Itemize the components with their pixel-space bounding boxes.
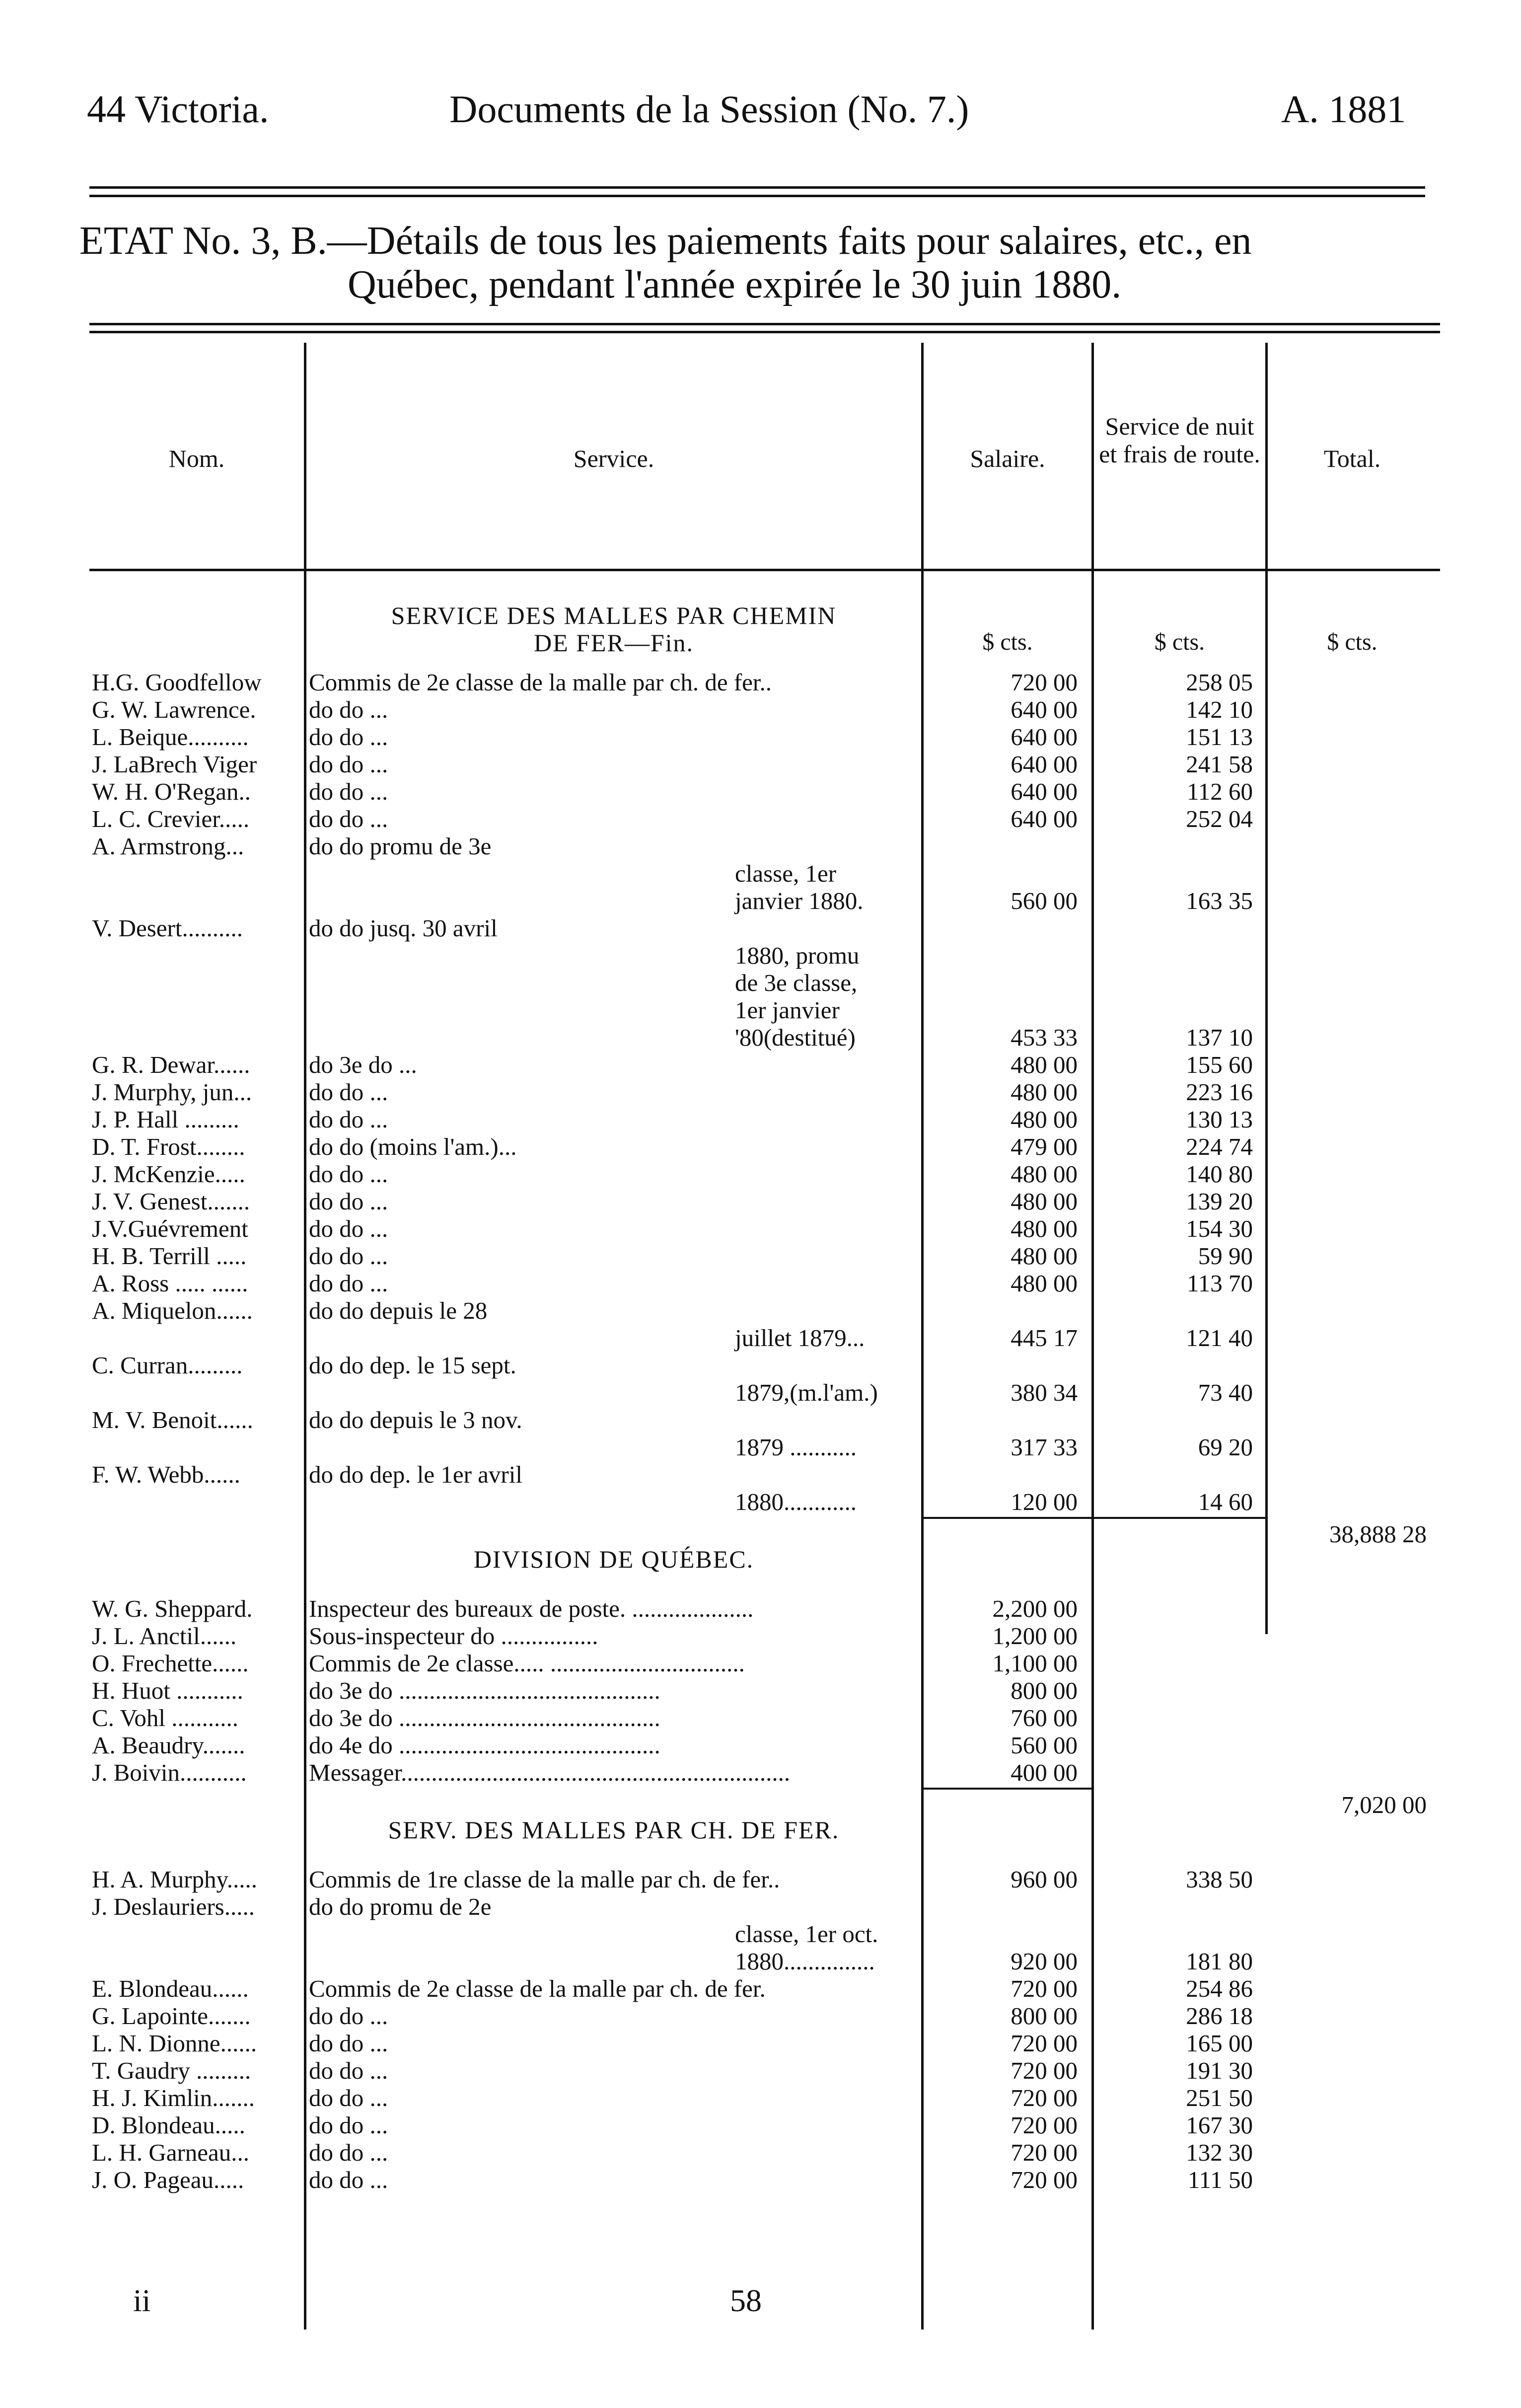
table-row-service: do do promu de 2e [309,1893,492,1920]
table-row-name: T. Gaudry ......... [92,2057,251,2084]
table-row-salaire: 480 00 [1011,1242,1078,1270]
table-row-salaire: 720 00 [1011,2084,1078,2111]
table-row-name: J.V.Guévrement [92,1215,248,1242]
table-row-nuit: 142 10 [1186,696,1253,723]
table-row-service: classe, 1er oct. [735,1920,878,1948]
table-row-service: do do ... [309,696,388,723]
table-row-salaire: 920 00 [1011,1948,1078,1975]
title-rule-top [89,323,1440,325]
table-row-service: 1880, promu [735,942,860,969]
table-row-service: classe, 1er [735,860,837,887]
table-row-service: Inspecteur des bureaux de poste. .................... [309,1595,754,1622]
table-row-nuit: 139 20 [1186,1188,1253,1215]
table-row-service: Sous-inspecteur do ................ [309,1622,598,1650]
table-row-service: do do ... [309,723,388,751]
table-row-service: 1880............... [735,1948,875,1975]
table-row-salaire: 720 00 [1011,2166,1078,2193]
table-row-salaire: 480 00 [1011,1160,1078,1188]
table-row-service: juillet 1879... [735,1324,865,1352]
table-row-salaire: 640 00 [1011,696,1078,723]
table-row-nuit: 14 60 [1198,1488,1253,1515]
salaire-subtotal-rule [924,1788,1091,1790]
table-row-nuit: 252 04 [1186,805,1253,832]
table-row-service: Commis de 2e classe de la malle par ch. de fer. [309,1975,766,2002]
table-row-salaire: 480 00 [1011,1106,1078,1133]
table-row-nuit: 113 70 [1187,1270,1253,1297]
table-row-salaire: 1,100 00 [992,1650,1078,1677]
table-row-nuit: 132 30 [1186,2139,1253,2166]
table-row-name: J. V. Genest....... [92,1188,250,1215]
column-header-total: Total. [1323,445,1381,472]
table-row-service: do do ... [309,1270,388,1297]
column-header-salaire: Salaire. [970,445,1045,472]
table-row-service: do 3e do ... [309,1051,417,1078]
footer-signature: ii [133,2283,151,2318]
title-rule-bottom [89,331,1440,333]
table-row-salaire: 317 33 [1011,1433,1078,1461]
column-header-service: Service. [573,445,654,472]
section-total: 38,888 28 [1329,1520,1427,1548]
table-row-service: do do promu de 3e [309,832,492,860]
table-row-name: J. Deslauriers..... [92,1893,255,1920]
table-row-name: G. Lapointe....... [92,2002,251,2030]
table-row-name: F. W. Webb...... [92,1461,240,1488]
table-row-nuit: 69 20 [1198,1433,1253,1461]
table-row-name: H. A. Murphy..... [92,1866,258,1893]
table-row-service: janvier 1880. [735,887,864,914]
table-row-salaire: 480 00 [1011,1078,1078,1106]
table-row-name: C. Vohl ........... [92,1704,238,1731]
table-row-nuit: 338 50 [1186,1866,1253,1893]
section-total: 7,020 00 [1341,1791,1427,1818]
table-row-nuit: 286 18 [1186,2002,1253,2030]
table-row-service: do do ... [309,1106,388,1133]
table-row-service: do do ... [309,1215,388,1242]
table-row-service: Commis de 2e classe de la malle par ch. de fer.. [309,669,772,696]
table-row-nuit: 258 05 [1186,669,1253,696]
table-row-name: A. Armstrong... [92,832,244,860]
table-row-service: do do dep. le 1er avril [309,1461,522,1488]
table-title-line1: ETAT No. 3, B.—Détails de tous les paiements faits pour salaires, etc., en [79,219,1252,263]
table-row-nuit: 59 90 [1198,1242,1253,1270]
table-row-salaire: 2,200 00 [992,1595,1078,1622]
table-row-name: A. Beaudry....... [92,1731,245,1759]
table-row-nuit: 155 60 [1186,1051,1253,1078]
table-row-name: A. Ross ..... ...... [92,1270,248,1297]
table-row-service: do do ... [309,1078,388,1106]
table-row-service: do do ... [309,2166,388,2193]
table-row-nuit: 191 30 [1186,2057,1253,2084]
table-row-nuit: 73 40 [1198,1379,1253,1406]
table-row-nuit: 137 10 [1186,1024,1253,1051]
table-row-name: J. O. Pageau..... [92,2166,244,2193]
table-row-nuit: 121 40 [1186,1324,1253,1352]
table-row-salaire: 720 00 [1011,2057,1078,2084]
table-title-line2: Québec, pendant l'année expirée le 30 juin 1880. [348,263,1122,306]
table-row-service: do do depuis le 28 [309,1297,488,1324]
table-row-service: do do ... [309,2030,388,2057]
table-row-salaire: 720 00 [1011,669,1078,696]
table-row-name: H.G. Goodfellow [92,669,262,696]
table-row-salaire: 453 33 [1011,1024,1078,1051]
table-row-name: J. McKenzie..... [92,1160,245,1188]
table-row-salaire: 640 00 [1011,778,1078,805]
table-row-service: de 3e classe, [735,969,858,996]
table-row-service: do 3e do ........................................... [309,1704,660,1731]
table-row-nuit: 251 50 [1186,2084,1253,2111]
table-row-nuit: 151 13 [1186,723,1253,751]
table-row-name: L. H. Garneau... [92,2139,250,2166]
table-row-name: O. Frechette...... [92,1650,249,1677]
unit-label-nuit: $ cts. [1154,629,1205,655]
section-heading: SERVICE DES MALLES PAR CHEMIN [391,602,837,629]
table-row-salaire: 400 00 [1011,1759,1078,1786]
table-row-salaire: 560 00 [1011,887,1078,914]
table-row-nuit: 140 80 [1186,1160,1253,1188]
table-row-service: 1er janvier [735,996,840,1024]
table-row-name: H. Huot ........... [92,1677,243,1704]
table-row-name: M. V. Benoit...... [92,1406,253,1433]
table-row-salaire: 960 00 [1011,1866,1078,1893]
table-row-service: do do ... [309,2084,388,2111]
nuit-subtotal-rule [1094,1517,1265,1519]
table-row-name: W. H. O'Regan.. [92,778,251,805]
table-row-nuit: 111 50 [1187,2166,1253,2193]
table-row-salaire: 720 00 [1011,2139,1078,2166]
table-row-nuit: 181 80 [1186,1948,1253,1975]
table-row-service: do do ... [309,2002,388,2030]
column-header-nuit: Service de nuit et frais de route. [1099,412,1260,468]
table-row-name: E. Blondeau...... [92,1975,249,2002]
table-row-service: do do ... [309,1160,388,1188]
header-right: A. 1881 [1281,87,1406,131]
table-row-service: do 3e do ........................................... [309,1677,660,1704]
table-row-service: do do jusq. 30 avril [309,914,498,942]
table-row-service: do do ... [309,2111,388,2139]
table-row-service: do do (moins l'am.)... [309,1133,517,1160]
table-row-salaire: 480 00 [1011,1051,1078,1078]
table-row-nuit: 223 16 [1186,1078,1253,1106]
table-row-name: G. W. Lawrence. [92,696,256,723]
header-center: Documents de la Session (No. 7.) [449,87,969,131]
col-divider-4 [1265,343,1268,1634]
table-row-salaire: 800 00 [1011,2002,1078,2030]
table-row-name: L. Beique.......... [92,723,249,751]
table-row-service: Messager................................................................ [309,1759,791,1786]
header-rule-bottom [89,195,1425,197]
table-row-name: A. Miquelon...... [92,1297,253,1324]
table-row-salaire: 120 00 [1011,1488,1078,1515]
page-number: 58 [730,2283,762,2318]
table-row-name: D. Blondeau..... [92,2111,245,2139]
table-row-service: do do depuis le 3 nov. [309,1406,522,1433]
header-rule-top [89,186,1425,189]
table-row-service: 1880............ [735,1488,857,1515]
table-row-nuit: 130 13 [1186,1106,1253,1133]
table-row-nuit: 154 30 [1186,1215,1253,1242]
table-row-service: do do ... [309,1242,388,1270]
table-row-name: C. Curran......... [92,1352,243,1379]
table-row-service: Commis de 2e classe..... ................................ [309,1650,745,1677]
table-row-salaire: 479 00 [1011,1133,1078,1160]
table-row-salaire: 445 17 [1011,1324,1078,1352]
table-row-name: J. LaBrech Viger [92,751,257,778]
table-row-service: do do ... [309,2057,388,2084]
table-row-service: '80(destitué) [735,1024,856,1051]
table-row-salaire: 1,200 00 [992,1622,1078,1650]
table-row-nuit: 112 60 [1187,778,1253,805]
table-row-name: H. J. Kimlin....... [92,2084,255,2111]
section-heading-sub: DE FER—Fin. [533,629,694,657]
table-row-name: G. R. Dewar...... [92,1051,250,1078]
table-row-name: L. C. Crevier..... [92,805,250,832]
table-row-name: J. Murphy, jun... [92,1078,252,1106]
table-row-service: Commis de 1re classe de la malle par ch. de fer.. [309,1866,780,1893]
table-row-nuit: 163 35 [1186,887,1253,914]
table-row-service: do do ... [309,805,388,832]
section-heading: SERV. DES MALLES PAR CH. DE FER. [388,1816,840,1844]
table-row-service: do do ... [309,778,388,805]
table-row-nuit: 254 86 [1186,1975,1253,2002]
column-header-nom: Nom. [168,445,225,472]
table-row-salaire: 760 00 [1011,1704,1078,1731]
table-row-salaire: 380 34 [1011,1379,1078,1406]
table-row-nuit: 241 58 [1186,751,1253,778]
table-row-salaire: 800 00 [1011,1677,1078,1704]
table-row-name: J. Boivin........... [92,1759,247,1786]
table-row-service: do do ... [309,2139,388,2166]
table-row-service: 1879 ........... [735,1433,857,1461]
table-row-nuit: 167 30 [1186,2111,1253,2139]
table-row-salaire: 480 00 [1011,1188,1078,1215]
table-row-name: D. T. Frost........ [92,1133,245,1160]
table-row-service: do 4e do ........................................... [309,1731,660,1759]
table-row-service: do do dep. le 15 sept. [309,1352,516,1379]
column-header-rule [89,569,1440,571]
table-row-salaire: 640 00 [1011,723,1078,751]
table-row-name: J. L. Anctil...... [92,1622,237,1650]
table-row-salaire: 640 00 [1011,805,1078,832]
section-heading: DIVISION DE QUÉBEC. [473,1545,754,1573]
table-row-salaire: 480 00 [1011,1270,1078,1297]
salaire-subtotal-rule [924,1517,1091,1519]
table-row-name: J. P. Hall ......... [92,1106,239,1133]
table-row-nuit: 165 00 [1186,2030,1253,2057]
table-row-salaire: 720 00 [1011,2030,1078,2057]
table-row-service: 1879,(m.l'am.) [735,1379,878,1406]
table-row-salaire: 560 00 [1011,1731,1078,1759]
table-row-name: V. Desert.......... [92,914,243,942]
table-row-salaire: 640 00 [1011,751,1078,778]
table-row-salaire: 480 00 [1011,1215,1078,1242]
table-row-salaire: 720 00 [1011,1975,1078,2002]
table-row-nuit: 224 74 [1186,1133,1253,1160]
unit-label-salaire: $ cts. [982,629,1033,655]
table-row-service: do do ... [309,751,388,778]
header-left: 44 Victoria. [87,87,269,131]
table-row-name: L. N. Dionne...... [92,2030,257,2057]
table-row-name: W. G. Sheppard. [92,1595,253,1622]
table-row-salaire: 720 00 [1011,2111,1078,2139]
unit-label-total: $ cts. [1327,629,1377,655]
table-row-name: H. B. Terrill ..... [92,1242,247,1270]
table-row-service: do do ... [309,1188,388,1215]
